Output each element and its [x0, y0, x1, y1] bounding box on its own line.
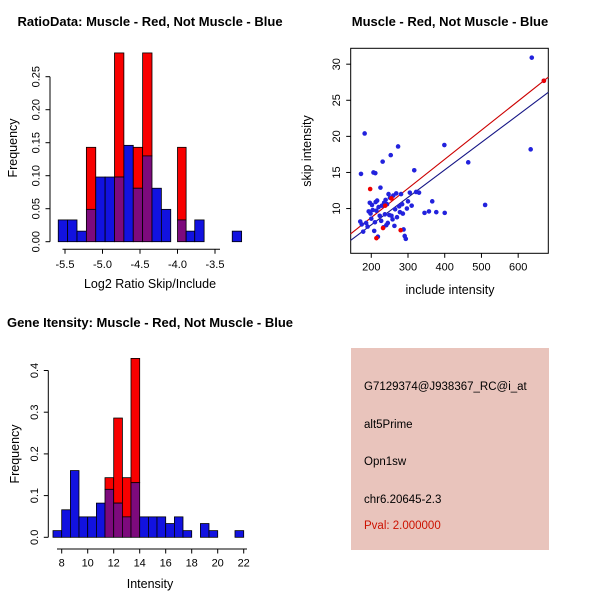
- y-tick-label: 15: [331, 166, 344, 179]
- hist-bar-red: [115, 53, 124, 177]
- scatter-point-blue: [375, 198, 380, 203]
- hist-bar-overlap: [133, 188, 142, 241]
- hist-bar-red: [178, 147, 187, 220]
- scatter-point-blue: [529, 55, 534, 60]
- scatter-point-red: [542, 78, 547, 83]
- hist-bar-blue: [88, 517, 97, 537]
- hist-bar-blue: [152, 188, 161, 241]
- scatter-point-blue: [400, 202, 405, 207]
- scatter-point-blue: [427, 209, 432, 214]
- ratio-hist-xlabel: Log2 Ratio Skip/Include: [83, 277, 217, 291]
- hist-bar-blue: [200, 524, 209, 538]
- scatter-point-red: [383, 203, 388, 208]
- scatter-point-blue: [430, 199, 435, 204]
- probe-id-text: G7129374@J938367_RC@i_at: [364, 381, 527, 393]
- gene-hist-ylabel: Frequency: [8, 424, 22, 484]
- y-tick-label: 0.2: [29, 446, 41, 462]
- ratio-hist-ylabel: Frequency: [6, 118, 20, 178]
- hist-bar-blue: [58, 220, 67, 242]
- ratio-hist-title: RatioData: Muscle - Red, Not Muscle - Blue: [17, 14, 283, 29]
- hist-bar-blue: [157, 517, 166, 537]
- hist-bar-red: [131, 358, 140, 482]
- x-tick-label: 500: [472, 261, 491, 274]
- hist-bar-blue: [174, 517, 183, 537]
- hist-bar-overlap: [105, 489, 114, 537]
- hist-bar-blue: [96, 177, 105, 242]
- scatter-xlabel: include intensity: [405, 283, 495, 297]
- scatter-point-blue: [466, 160, 471, 165]
- hist-bar-blue: [105, 177, 114, 242]
- hist-bar-blue: [195, 220, 204, 242]
- x-tick-label: 16: [159, 557, 172, 570]
- hist-bar-blue: [79, 517, 88, 537]
- fit-line-red: [351, 77, 549, 234]
- gene-hist-xlabel: Intensity: [126, 577, 174, 591]
- x-tick-label: 400: [435, 261, 454, 274]
- y-tick-label: 20: [331, 130, 344, 143]
- scatter-point-blue: [394, 191, 399, 196]
- y-tick-label: 25: [331, 94, 344, 107]
- scatter-point-blue: [369, 216, 374, 221]
- hist-bar-blue: [148, 517, 157, 537]
- hist-bar-blue: [166, 524, 175, 538]
- y-tick-label: 0.15: [30, 131, 43, 154]
- scatter-point-blue: [365, 224, 370, 229]
- x-tick-label: 10: [81, 557, 94, 570]
- scatter-point-blue: [378, 185, 383, 190]
- y-tick-label: 30: [331, 58, 344, 71]
- hist-bar-blue: [124, 145, 133, 241]
- scatter-point-blue: [379, 219, 384, 224]
- hist-bar-blue: [96, 503, 105, 537]
- hist-bar-blue: [68, 220, 77, 242]
- scatter-point-blue: [392, 224, 397, 229]
- x-tick-label: -3.5: [205, 259, 225, 271]
- y-tick-label: 0.3: [29, 404, 41, 420]
- hist-bar-overlap: [143, 156, 152, 242]
- gene-intensity-histogram-plot: [0, 300, 300, 600]
- hist-bar-red: [105, 478, 114, 490]
- hist-bar-blue: [186, 231, 195, 242]
- scatter-point-blue: [383, 212, 388, 217]
- scatter-point-blue: [373, 220, 378, 225]
- scatter-point-blue: [396, 144, 401, 149]
- scatter-point-blue: [361, 229, 366, 234]
- y-tick-label: 0.0: [29, 529, 41, 545]
- gene-hist-title: Gene Itensity: Muscle - Red, Not Muscle - Blue: [6, 315, 294, 330]
- scatter-point-blue: [412, 168, 417, 173]
- y-tick-label: 0.25: [30, 65, 43, 88]
- scatter-point-blue: [385, 221, 390, 226]
- scatter-point-blue: [372, 229, 377, 234]
- scatter-point-blue: [380, 159, 385, 164]
- y-tick-label: 0.4: [29, 362, 41, 379]
- hist-bar-red: [143, 53, 152, 156]
- hist-bar-red: [114, 418, 123, 503]
- scatter-point-blue: [377, 213, 382, 218]
- pvalue-text: Pval: 2.000000: [364, 520, 441, 532]
- y-tick-label: 0.00: [30, 230, 43, 253]
- scatter-point-blue: [373, 171, 378, 176]
- hist-bar-blue: [232, 231, 241, 242]
- x-tick-label: -4.5: [130, 259, 150, 271]
- x-tick-label: 300: [398, 261, 418, 274]
- scatter-point-red: [398, 228, 403, 233]
- scatter-point-blue: [528, 147, 533, 152]
- event-type-text: alt5Prime: [364, 419, 413, 431]
- x-tick-label: 200: [362, 261, 381, 274]
- scatter-point-blue: [399, 192, 404, 197]
- scatter-point-blue: [401, 211, 406, 216]
- scatter-point-red: [389, 196, 394, 201]
- ratio-histogram-plot: [0, 0, 300, 300]
- hist-bar-blue: [183, 531, 192, 538]
- scatter-point-blue: [406, 199, 411, 204]
- hist-bar-blue: [53, 531, 62, 538]
- y-tick-label: 0.05: [30, 197, 43, 220]
- scatter-point-blue: [393, 207, 398, 212]
- hist-bar-red: [86, 147, 95, 209]
- location-text: chr6.20645-2.3: [364, 494, 442, 506]
- x-tick-label: -5.5: [55, 259, 75, 271]
- y-tick-label: 0.20: [30, 98, 43, 121]
- x-tick-label: -5.0: [93, 259, 112, 271]
- y-tick-label: 0.1: [29, 487, 41, 504]
- scatter-point-blue: [483, 203, 488, 208]
- fit-line-blue: [351, 92, 549, 240]
- x-tick-label: 18: [185, 557, 198, 570]
- hist-bar-blue: [161, 209, 170, 241]
- scatter-point-blue: [434, 210, 439, 215]
- x-tick-label: 8: [58, 557, 65, 570]
- hist-bar-overlap: [122, 517, 131, 537]
- hist-bar-overlap: [131, 483, 140, 538]
- scatter-point-blue: [403, 237, 408, 242]
- y-tick-label: 0.10: [30, 164, 43, 187]
- scatter-point-red: [368, 187, 373, 192]
- hist-bar-overlap: [114, 503, 123, 537]
- intensity-scatter-plot: [300, 0, 600, 300]
- x-tick-label: 22: [237, 557, 250, 570]
- gene-info-box: [351, 348, 549, 550]
- scatter-ylabel: skip intensity: [300, 115, 314, 187]
- gene-name-text: Opn1sw: [364, 456, 407, 468]
- hist-bar-overlap: [115, 177, 124, 242]
- hist-bar-blue: [235, 531, 244, 538]
- scatter-point-blue: [359, 222, 364, 227]
- scatter-point-blue: [395, 215, 400, 220]
- scatter-point-blue: [388, 153, 393, 158]
- hist-bar-red: [122, 478, 131, 517]
- hist-bar-blue: [209, 531, 218, 538]
- x-tick-label: 600: [509, 261, 528, 274]
- scatter-point-blue: [408, 190, 413, 195]
- scatter-point-blue: [359, 172, 364, 177]
- scatter-point-red: [374, 236, 379, 241]
- scatter-point-blue: [442, 211, 447, 216]
- scatter-point-blue: [383, 198, 388, 203]
- scatter-point-blue: [370, 203, 375, 208]
- hist-bar-overlap: [86, 209, 95, 241]
- scatter-title: Muscle - Red, Not Muscle - Blue: [351, 14, 549, 29]
- hist-bar-blue: [62, 510, 71, 538]
- scatter-point-blue: [362, 131, 367, 136]
- scatter-point-blue: [442, 143, 447, 148]
- scatter-point-blue: [417, 190, 422, 195]
- y-tick-label: 10: [331, 202, 344, 215]
- hist-bar-blue: [140, 517, 149, 537]
- hist-bar-overlap: [178, 220, 187, 242]
- x-tick-label: 20: [211, 557, 224, 570]
- scatter-point-blue: [405, 206, 410, 211]
- hist-bar-blue: [77, 231, 86, 242]
- hist-bar-red: [133, 147, 142, 188]
- scatter-point-blue: [409, 203, 414, 208]
- scatter-point-red: [381, 226, 386, 231]
- hist-bar-blue: [70, 471, 79, 538]
- x-tick-label: 12: [107, 557, 120, 570]
- x-tick-label: -4.0: [168, 259, 187, 271]
- scatter-point-blue: [422, 211, 427, 216]
- x-tick-label: 14: [133, 557, 146, 570]
- scatter-point-blue: [390, 217, 395, 222]
